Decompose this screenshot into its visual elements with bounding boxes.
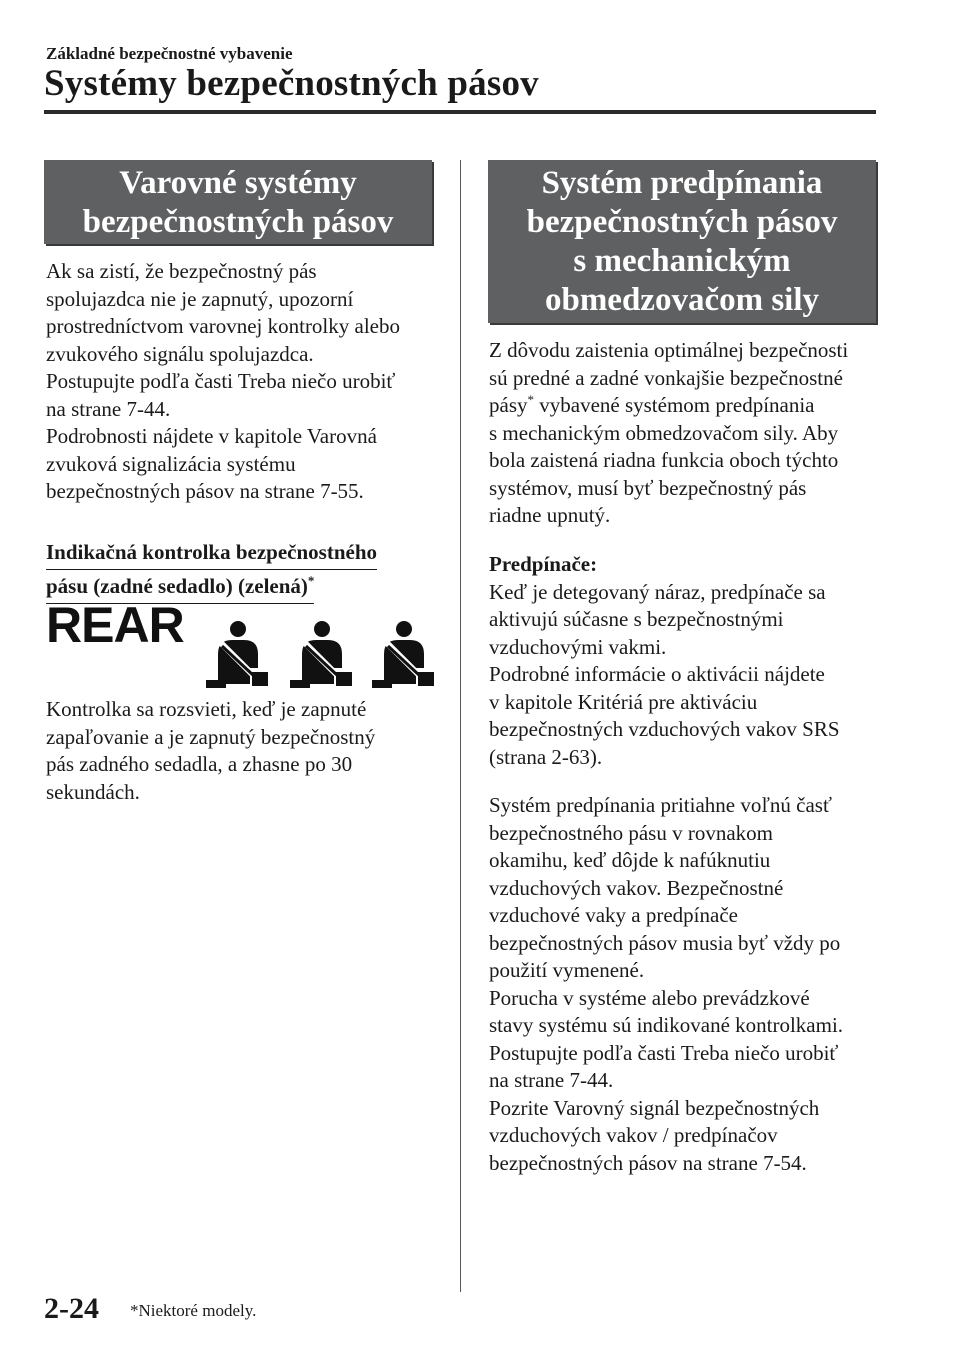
intro-paragraph [46,258,446,506]
text-line: Postupujte podľa časti Treba niečo urobiť [46,369,396,393]
text-line: aktivujú súčasne s bezpečnostnými [489,607,784,631]
pretensioner-heading: Predpínače: [489,552,598,576]
seatbelt-icon [288,618,356,690]
banner-line: bezpečnostných pásov [526,204,838,240]
text-line: Pozrite Varovný signál bezpečnostných [489,1095,820,1120]
text-line: prostredníctvom varovnej kontrolky alebo [46,314,400,338]
text-line: Kontrolka sa rozsvieti, keď je zapnuté [46,697,367,721]
footnote-mark: * [307,573,315,588]
text-line: vzduchových vakov. Bezpečnostné [489,875,784,900]
banner-line: Varovné systémy [119,165,357,201]
section-label: Základné bezpečnostné vybavenie [46,44,293,63]
text-line: Ak sa zistí, že bezpečnostný pás [46,259,317,283]
text-fragment: vybavené systémom predpínania [534,393,815,417]
header-rule [44,110,876,114]
text-line: okamihu, keď dôjde k nafúknutiu [489,848,771,872]
seatbelt-icon [370,618,438,690]
indicator-subheading [46,536,377,604]
intro-paragraph-right [489,337,884,530]
text-line: zvuková signalizácia systému [46,451,296,476]
indicator-description [46,696,446,806]
text-line: stavy systému sú indikované kontrolkami. [489,1013,844,1037]
text-line: vzduchovými vakmi. [489,634,667,659]
column-divider [460,160,461,1292]
text-line: v kapitole Kritériá pre aktiváciu [489,689,758,714]
subheading-text: pásu (zadné sedadlo) (zelená) [46,574,308,598]
text-line: bezpečnostných pásov na strane 7-55. [46,479,364,503]
text-line: Podrobnosti nájdete v kapitole Varovná [46,424,377,448]
text-line: Podrobné informácie o aktivácii nájdete [489,662,825,686]
text-line: (strana 2-63). [489,744,603,769]
text-line: bezpečnostných pásov musia byť vždy po [489,930,841,955]
text-line: Postupujte podľa časti Treba niečo urobiť [489,1040,839,1065]
text-line: na strane 7-44. [489,1068,614,1092]
page-number: 2-24 [44,1292,99,1325]
text-line: sú predné a zadné vonkajšie bezpečnostné [489,365,843,390]
text-line: spolujazdca nie je zapnutý, upozorní [46,286,354,311]
banner-line: bezpečnostných pásov [82,204,394,240]
text-line: systémov, musí byť bezpečnostný pás [489,475,807,500]
subheading-line: Indikačná kontrolka bezpečnostného [46,536,377,570]
warning-systems-banner [44,160,432,244]
rear-indicator-label: REAR [46,597,184,653]
text-line: sekundách. [46,779,140,804]
text-line: s mechanickým obmedzovačom sily. Aby [489,420,839,445]
text-line: zvukového signálu spolujazdca. [46,341,314,366]
text-line: bola zaistená riadna funkcia oboch týchto [489,448,839,472]
text-line: Keď je detegovaný náraz, predpínače sa [489,579,826,604]
footnote-mark: * [527,392,534,407]
text-line: bezpečnostných pásov na strane 7-54. [489,1150,807,1175]
text-line: bezpečnostného pásu v rovnakom [489,820,774,845]
text-line: Z dôvodu zaistenia optimálnej bezpečnosti [489,338,849,362]
text-line [489,392,884,420]
pretensioner-banner [488,160,876,323]
text-line: bezpečnostných vzduchových vakov SRS [489,717,840,741]
banner-line: obmedzovačom sily [544,282,820,318]
text-line: na strane 7-44. [46,396,171,421]
text-line: pás zadného sedadla, a zhasne po 30 [46,752,353,776]
footnote: *Niektoré modely. [130,1301,257,1320]
text-line: riadne upnutý. [489,503,611,527]
text-fragment: pásy [489,393,528,417]
pretensioner-paragraph [489,551,884,771]
text-line: vzduchových vakov / predpínačov [489,1123,778,1147]
banner-line: s mechanickým [573,243,791,279]
seatbelt-icon [204,618,272,690]
chapter-title: Systémy bezpečnostných pásov [44,63,539,104]
banner-line: Systém predpínania [541,165,823,201]
text-line: použití vymenené. [489,958,645,982]
text-line: zapaľovanie a je zapnutý bezpečnostný [46,724,376,749]
system-paragraph [489,792,884,1177]
text-line: Porucha v systéme alebo prevádzkové [489,985,810,1010]
text-line: vzduchové vaky a predpínače [489,903,738,927]
text-line: Systém predpínania pritiahne voľnú časť [489,793,832,817]
